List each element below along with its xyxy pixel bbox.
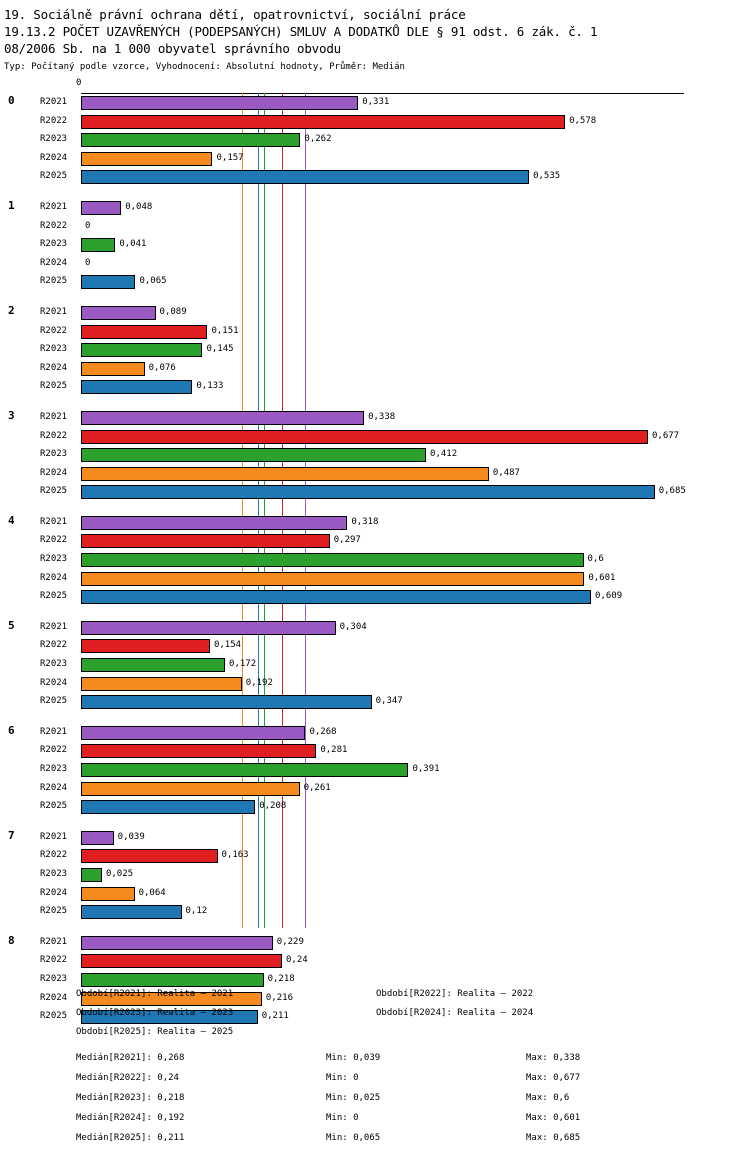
bar-group xyxy=(0,514,750,607)
bar-row[interactable] xyxy=(0,323,750,342)
bar[interactable] xyxy=(81,849,218,863)
bar-row[interactable] xyxy=(0,150,750,169)
bar-row-label: R2021 xyxy=(40,306,68,317)
bar[interactable] xyxy=(81,905,182,919)
group-index-label: 7 xyxy=(8,828,15,842)
bar-row[interactable] xyxy=(0,199,750,218)
bar[interactable] xyxy=(81,115,565,129)
group-index-label: 1 xyxy=(8,198,15,212)
bar[interactable] xyxy=(81,516,347,530)
bar-row-label: R2024 xyxy=(40,467,68,478)
group-gap xyxy=(0,817,750,829)
bar-value-label: 0,089 xyxy=(159,306,187,317)
bar-row-label: R2022 xyxy=(40,430,68,441)
stat-median: Medián[R2022]: 0,24 xyxy=(76,1073,179,1083)
bar-row[interactable] xyxy=(0,952,750,971)
bar-row[interactable] xyxy=(0,798,750,817)
bar-row-label: R2024 xyxy=(40,257,68,268)
bar-value-label: 0,268 xyxy=(309,726,337,737)
bar-row[interactable] xyxy=(0,360,750,379)
bar-row-label: R2024 xyxy=(40,782,68,793)
stat-median: Medián[R2021]: 0,268 xyxy=(76,1053,185,1063)
bar-row-label: R2024 xyxy=(40,152,68,163)
bar-row[interactable] xyxy=(0,761,750,780)
bar-row[interactable] xyxy=(0,934,750,953)
bar-value-label: 0,578 xyxy=(569,115,597,126)
bar[interactable] xyxy=(81,467,489,481)
stat-median: Medián[R2023]: 0,218 xyxy=(76,1093,185,1103)
bar-row[interactable] xyxy=(0,724,750,743)
bar-row[interactable] xyxy=(0,378,750,397)
bar-row-label: R2025 xyxy=(40,486,68,497)
bar[interactable] xyxy=(81,343,202,357)
bar-group xyxy=(0,199,750,292)
bar-value-label: 0,391 xyxy=(412,764,440,774)
bar-value-label: 0,609 xyxy=(595,591,623,602)
bar-row-label: R2025 xyxy=(40,1011,68,1022)
bar[interactable] xyxy=(81,485,655,499)
bar-row-label: R2021 xyxy=(40,936,68,947)
bar-row-label: R2021 xyxy=(40,621,68,632)
legend-row xyxy=(0,1004,750,1023)
group-index-label: 4 xyxy=(8,513,15,527)
bar-value-label: 0,297 xyxy=(333,535,361,546)
group-index-label: 5 xyxy=(8,618,15,632)
bar[interactable] xyxy=(81,782,300,796)
bar-row-label: R2024 xyxy=(40,887,68,898)
bar-row[interactable] xyxy=(0,570,750,589)
bar-row-label: R2024 xyxy=(40,362,68,373)
legend-entry: Období[R2025]: Realita – 2025 xyxy=(76,1027,234,1037)
bar-value-label: 0,025 xyxy=(105,868,134,879)
bar-row-label: R2025 xyxy=(40,801,68,812)
bar[interactable] xyxy=(81,534,330,548)
bar-group xyxy=(0,724,750,817)
bar-value-label: 0,261 xyxy=(303,782,331,793)
bar-row-label: R2023 xyxy=(40,449,68,460)
bar-value-label: 0,041 xyxy=(119,239,147,250)
bar[interactable] xyxy=(81,275,135,289)
bar-value-label: 0,154 xyxy=(213,640,242,651)
legend-entry: Období[R2021]: Realita – 2021 xyxy=(76,989,234,999)
bar-row[interactable] xyxy=(0,94,750,113)
bar-row-label: R2022 xyxy=(40,115,68,126)
bar-row[interactable] xyxy=(0,675,750,694)
bar-row-label: R2025 xyxy=(40,906,68,917)
bar-row-label: R2023 xyxy=(40,868,68,879)
bar-row[interactable] xyxy=(0,428,750,447)
stat-max: Max: 0,601 xyxy=(526,1113,581,1123)
legend-entry: Období[R2024]: Realita – 2024 xyxy=(376,1008,534,1018)
bar[interactable] xyxy=(81,831,114,845)
chart-subtitle: Typ: Počítaný podle vzorce, Vyhodnocení: Absolutní hodnoty, Průměr: Medián xyxy=(4,62,405,72)
bar[interactable] xyxy=(81,590,591,604)
legend-row xyxy=(0,985,750,1004)
bar-row[interactable] xyxy=(0,273,750,292)
bar-value-label: 0,133 xyxy=(196,381,224,392)
legend-entry: Období[R2022]: Realita – 2022 xyxy=(376,989,534,999)
bar-value-label: 0,192 xyxy=(245,677,273,688)
bar-value-label: 0,048 xyxy=(125,201,153,212)
bar[interactable] xyxy=(81,658,225,672)
bar-row[interactable] xyxy=(0,903,750,922)
bar-row[interactable] xyxy=(0,446,750,465)
bar-row[interactable] xyxy=(0,619,750,638)
bar-value-label: 0,677 xyxy=(651,430,680,441)
bar[interactable] xyxy=(81,695,372,709)
bar-row[interactable] xyxy=(0,637,750,656)
bar-value-label: 0,216 xyxy=(265,992,293,1003)
bar[interactable] xyxy=(81,800,255,814)
bar[interactable] xyxy=(81,448,426,462)
bar-group xyxy=(0,304,750,397)
bar[interactable] xyxy=(81,325,207,339)
bar-value-label: 0,685 xyxy=(658,486,686,497)
bar-row-label: R2024 xyxy=(40,677,68,688)
bar-row-label: R2024 xyxy=(40,572,68,583)
bar-value-label: 0,331 xyxy=(362,97,390,107)
bar-group xyxy=(0,94,750,187)
bar-value-label: 0,065 xyxy=(139,276,167,287)
stat-min: Min: 0 xyxy=(326,1073,359,1083)
stat-row xyxy=(0,1128,750,1148)
bar[interactable] xyxy=(81,411,364,425)
bar-value-label: 0,338 xyxy=(368,411,396,422)
bar-value-label: 0,347 xyxy=(375,696,403,707)
stat-max: Max: 0,6 xyxy=(526,1093,570,1103)
stat-min: Min: 0,025 xyxy=(326,1093,381,1103)
bar-row-label: R2021 xyxy=(40,97,68,107)
bar-value-label: 0,076 xyxy=(148,362,176,373)
bar-row[interactable] xyxy=(0,829,750,848)
bar[interactable] xyxy=(81,639,210,653)
bar-value-label: 0,412 xyxy=(430,449,458,460)
bar-value-label: 0,304 xyxy=(339,621,367,632)
bar-row[interactable] xyxy=(0,656,750,675)
bar-row-label: R2025 xyxy=(40,381,68,392)
bar-row[interactable] xyxy=(0,780,750,799)
bar-value-label: 0,145 xyxy=(206,344,234,355)
bar-value-label: 0,064 xyxy=(138,887,166,898)
bar-row-label: R2022 xyxy=(40,745,68,756)
bar[interactable] xyxy=(81,887,135,901)
bar-value-label: 0 xyxy=(85,220,91,231)
bar-value-label: 0,157 xyxy=(216,152,244,163)
bar-value-label: 0,218 xyxy=(267,973,295,984)
bar-row[interactable] xyxy=(0,131,750,150)
bar-row-label: R2021 xyxy=(40,411,68,422)
bar-row-label: R2022 xyxy=(40,955,68,966)
group-index-label: 2 xyxy=(8,303,15,317)
stat-min: Min: 0,065 xyxy=(326,1133,381,1143)
stat-min: Min: 0,039 xyxy=(326,1053,381,1063)
stat-median: Medián[R2024]: 0,192 xyxy=(76,1113,185,1123)
bar-row[interactable] xyxy=(0,885,750,904)
bar-row[interactable] xyxy=(0,742,750,761)
stat-min: Min: 0 xyxy=(326,1113,359,1123)
bar-value-label: 0,535 xyxy=(533,171,561,182)
bar[interactable] xyxy=(81,430,648,444)
bar[interactable] xyxy=(81,152,212,166)
bar-row[interactable] xyxy=(0,236,750,255)
bar-value-label: 0,229 xyxy=(276,936,304,947)
bar-row[interactable] xyxy=(0,847,750,866)
bar-row[interactable] xyxy=(0,532,750,551)
bar-row[interactable] xyxy=(0,341,750,360)
bar[interactable] xyxy=(81,726,305,740)
bar-value-label: 0,6 xyxy=(587,554,604,565)
bar-value-label: 0,151 xyxy=(211,325,239,336)
bar[interactable] xyxy=(81,238,115,252)
bar-value-label: 0,163 xyxy=(221,850,249,861)
bar-row-label: R2023 xyxy=(40,239,68,250)
bar[interactable] xyxy=(81,572,584,586)
bar-value-label: 0,172 xyxy=(229,659,257,670)
bar-row[interactable] xyxy=(0,255,750,274)
bar-row-label: R2023 xyxy=(40,764,68,774)
bar-groups xyxy=(0,94,750,1027)
bar-row-label: R2025 xyxy=(40,696,68,707)
bar[interactable] xyxy=(81,744,316,758)
bar-value-label: 0,318 xyxy=(351,516,379,527)
bar-row[interactable] xyxy=(0,483,750,502)
bar[interactable] xyxy=(81,621,336,635)
bar-row-label: R2022 xyxy=(40,640,68,651)
chart-statistics xyxy=(0,1048,750,1148)
bar[interactable] xyxy=(81,170,529,184)
bar[interactable] xyxy=(81,954,282,968)
group-gap xyxy=(0,712,750,724)
bar-row-label: R2023 xyxy=(40,554,68,565)
stat-max: Max: 0,338 xyxy=(526,1053,581,1063)
bar-value-label: 0 xyxy=(85,257,91,268)
stat-max: Max: 0,677 xyxy=(526,1073,581,1083)
bar-row-label: R2022 xyxy=(40,535,68,546)
bar[interactable] xyxy=(81,677,242,691)
bar-row[interactable] xyxy=(0,514,750,533)
chart-legend xyxy=(0,985,750,1042)
bar[interactable] xyxy=(81,380,192,394)
bar-value-label: 0,24 xyxy=(286,955,308,966)
bar-row[interactable] xyxy=(0,168,750,187)
stat-median: Medián[R2025]: 0,211 xyxy=(76,1133,185,1143)
bar-value-label: 0,601 xyxy=(588,572,616,583)
legend-row xyxy=(0,1023,750,1042)
bar[interactable] xyxy=(81,868,102,882)
bar[interactable] xyxy=(81,306,156,320)
axis-zero-label: 0 xyxy=(76,78,82,88)
group-index-label: 8 xyxy=(8,933,15,947)
header-line-1: 19. Sociálně právní ochrana dětí, opatrovnictví, sociální práce xyxy=(4,7,466,22)
bar[interactable] xyxy=(81,553,584,567)
bar-row-label: R2025 xyxy=(40,171,68,182)
bar-row-label: R2025 xyxy=(40,591,68,602)
bar-row-label: R2021 xyxy=(40,726,68,737)
bar-row-label: R2022 xyxy=(40,220,68,231)
legend-entry: Období[R2023]: Realita – 2023 xyxy=(76,1008,234,1018)
bar-value-label: 0,262 xyxy=(304,134,332,145)
bar-group xyxy=(0,409,750,502)
bar-group xyxy=(0,619,750,712)
bar-value-label: 0,487 xyxy=(492,467,520,478)
stat-max: Max: 0,685 xyxy=(526,1133,581,1143)
group-index-label: 6 xyxy=(8,723,15,737)
bar-row[interactable] xyxy=(0,866,750,885)
group-gap xyxy=(0,922,750,934)
group-gap xyxy=(0,502,750,514)
bar-value-label: 0,039 xyxy=(117,831,145,842)
bar-row-label: R2021 xyxy=(40,516,68,527)
bar-row-label: R2022 xyxy=(40,850,68,861)
stat-row xyxy=(0,1048,750,1068)
bar-row[interactable] xyxy=(0,304,750,323)
bar-row[interactable] xyxy=(0,465,750,484)
group-gap xyxy=(0,187,750,199)
bar[interactable] xyxy=(81,936,273,950)
bar[interactable] xyxy=(81,96,358,110)
chart-header xyxy=(0,0,750,74)
bar-row-label: R2024 xyxy=(40,992,68,1003)
bar-row-label: R2023 xyxy=(40,659,68,670)
bar[interactable] xyxy=(81,201,121,215)
stat-row xyxy=(0,1068,750,1088)
bar-value-label: 0,281 xyxy=(320,745,348,756)
bar-row[interactable] xyxy=(0,113,750,132)
group-gap xyxy=(0,292,750,304)
bar-row-label: R2023 xyxy=(40,973,68,984)
bar-value-label: 0,12 xyxy=(185,906,208,917)
bar-row[interactable] xyxy=(0,409,750,428)
bar-row[interactable] xyxy=(0,693,750,712)
bar-row-label: R2021 xyxy=(40,201,68,212)
bar[interactable] xyxy=(81,763,408,777)
bar-row[interactable] xyxy=(0,218,750,237)
bar-row[interactable] xyxy=(0,588,750,607)
group-index-label: 3 xyxy=(8,408,15,422)
bar-row[interactable] xyxy=(0,551,750,570)
bar-value-label: 0,211 xyxy=(261,1011,289,1022)
bar[interactable] xyxy=(81,133,300,147)
bar-row-label: R2022 xyxy=(40,325,68,336)
stat-row xyxy=(0,1088,750,1108)
group-index-label: 0 xyxy=(8,94,15,107)
bar[interactable] xyxy=(81,362,145,376)
header-line-3: 08/2006 Sb. na 1 000 obyvatel správního obvodu xyxy=(4,41,341,56)
group-gap xyxy=(0,607,750,619)
bar-row-label: R2023 xyxy=(40,344,68,355)
group-gap xyxy=(0,397,750,409)
stat-row xyxy=(0,1108,750,1128)
bar-row-label: R2021 xyxy=(40,831,68,842)
bar-row-label: R2025 xyxy=(40,276,68,287)
bar-row-label: R2023 xyxy=(40,134,68,145)
header-line-2: 19.13.2 POČET UZAVŘENÝCH (PODEPSANÝCH) SMLUV A DODATKŮ DLE § 91 odst. 6 zák. č. 1 xyxy=(4,24,598,39)
bar-value-label: 0,208 xyxy=(259,801,287,812)
bar-group xyxy=(0,829,750,922)
